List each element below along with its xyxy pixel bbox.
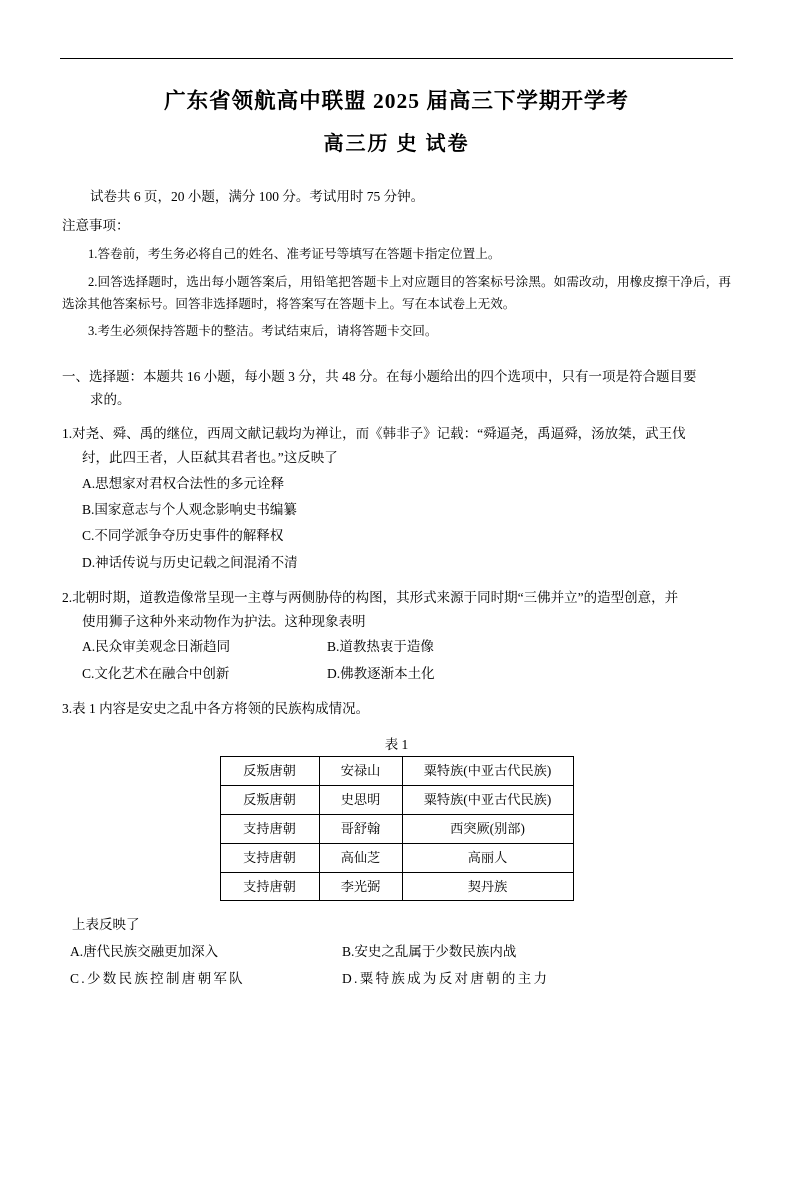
table-cell-stance: 支持唐朝 (220, 814, 319, 843)
question-1-number: 1. (62, 426, 73, 441)
table-row (220, 843, 573, 872)
question-3-stem-line1 (62, 697, 731, 721)
question-3-option-row-2 (62, 965, 731, 992)
table-row (220, 814, 573, 843)
exam-paper-page (0, 58, 793, 1179)
data-table (220, 756, 574, 901)
question-2 (62, 586, 731, 687)
table-cell-name: 高仙芝 (319, 843, 402, 872)
question-3-post-table-text: 上表反映了 (72, 917, 140, 933)
table-cell-name: 李光弼 (319, 872, 402, 901)
question-1-option-b[interactable]: B.国家意志与个人观念影响史书编纂 (82, 501, 297, 517)
table-cell-stance: 反叛唐朝 (220, 757, 319, 786)
question-3-option-a[interactable]: A.唐代民族交融更加深入 (70, 943, 219, 959)
question-2-option-row-1 (62, 634, 731, 660)
question-1-stem-line2: 纣，此四王者，人臣弑其君者也。”这反映了 (82, 450, 338, 466)
question-3-option-b[interactable]: B.安史之乱属于少数民族内战 (342, 943, 517, 959)
section-heading-line1: 一、选择题：本题共 16 小题，每小题 3 分，共 48 分。在每小题给出的四个选项中，只有一项是符合题目要 (62, 368, 697, 384)
table-cell-ethnicity: 粟特族(中亚古代民族) (402, 757, 573, 786)
question-2-stem-line2: 使用狮子这种外来动物作为护法。这种现象表明 (82, 614, 366, 630)
table-cell-ethnicity: 契丹族 (402, 872, 573, 901)
table-cell-stance: 支持唐朝 (220, 843, 319, 872)
question-3-option-row-1 (62, 938, 731, 965)
table-caption: 表 1 (384, 737, 409, 753)
question-2-option-c[interactable]: C.文化艺术在融合中创新 (82, 665, 230, 681)
notice-item-3: 3.考生必须保持答题卡的整洁。考试结束后，请将答题卡交回。 (88, 324, 438, 339)
table-cell-ethnicity: 西突厥(别部) (402, 814, 573, 843)
question-1 (62, 422, 731, 576)
header-rule (60, 58, 733, 59)
question-1-stem-line1 (62, 422, 731, 446)
question-3-text: 表 1 内容是安史之乱中各方将领的民族构成情况。 (72, 701, 370, 717)
notice-heading: 注意事项： (62, 218, 130, 234)
table-cell-stance: 反叛唐朝 (220, 786, 319, 815)
question-1-text: 对尧、舜、禹的继位，西周文献记载均为禅让，而《韩非子》记载：“舜逼尧，禹逼舜，汤放桀，武王伐 (72, 426, 686, 441)
page-subtitle: 高三历 史 试卷 (323, 133, 470, 156)
table-cell-ethnicity: 粟特族(中亚古代民族) (402, 786, 573, 815)
question-3-number: 3. (62, 701, 73, 717)
question-1-option-c[interactable]: C.不同学派争夺历史事件的解释权 (82, 528, 284, 544)
question-2-option-a[interactable]: A.民众审美观念日渐趋同 (82, 639, 231, 655)
table-cell-name: 哥舒翰 (319, 814, 402, 843)
question-1-option-a[interactable]: A.思想家对君权合法性的多元诠释 (82, 475, 285, 491)
table-row (220, 757, 573, 786)
question-3-option-c[interactable]: C.少数民族控制唐朝军队 (70, 970, 245, 986)
question-3-option-d[interactable]: D.粟特族成为反对唐朝的主力 (342, 970, 550, 986)
page-title: 广东省领航高中联盟 2025 届高三下学期开学考 (164, 89, 629, 113)
question-2-option-row-2 (62, 661, 731, 687)
notice-item-2: 2.回答选择题时，选出每小题答案后，用铅笔把答题卡上对应题目的答案标号涂黑。如需改动，用橡皮擦干净后，再选涂其他答案标号。回答非选择题时，将答案写在答题卡上。写在本试卷上无效。 (62, 274, 731, 311)
question-1-option-d[interactable]: D.神话传说与历史记载之间混淆不清 (82, 554, 298, 570)
table-cell-name: 安禄山 (319, 757, 402, 786)
section-heading-line2: 求的。 (90, 392, 131, 408)
table-row (220, 786, 573, 815)
table-row (220, 872, 573, 901)
question-2-number: 2. (62, 589, 73, 605)
question-2-stem-line1 (62, 586, 731, 610)
table-cell-name: 史思明 (319, 786, 402, 815)
question-2-text: 北朝时期，道教造像常呈现一主尊与两侧胁侍的构图，其形式来源于同时期“三佛并立”的造型创意，并 (72, 589, 679, 605)
table-cell-stance: 支持唐朝 (220, 872, 319, 901)
question-2-option-d[interactable]: D.佛教逐渐本土化 (327, 665, 435, 681)
question-2-option-b[interactable]: B.道教热衷于造像 (327, 639, 434, 655)
question-3 (62, 697, 731, 992)
notice-item-1: 1.答卷前，考生务必将自己的姓名、准考证号等填写在答题卡指定位置上。 (88, 247, 501, 262)
table-cell-ethnicity: 高丽人 (402, 843, 573, 872)
exam-info: 试卷共 6 页，20 小题，满分 100 分。考试用时 75 分钟。 (90, 189, 425, 205)
